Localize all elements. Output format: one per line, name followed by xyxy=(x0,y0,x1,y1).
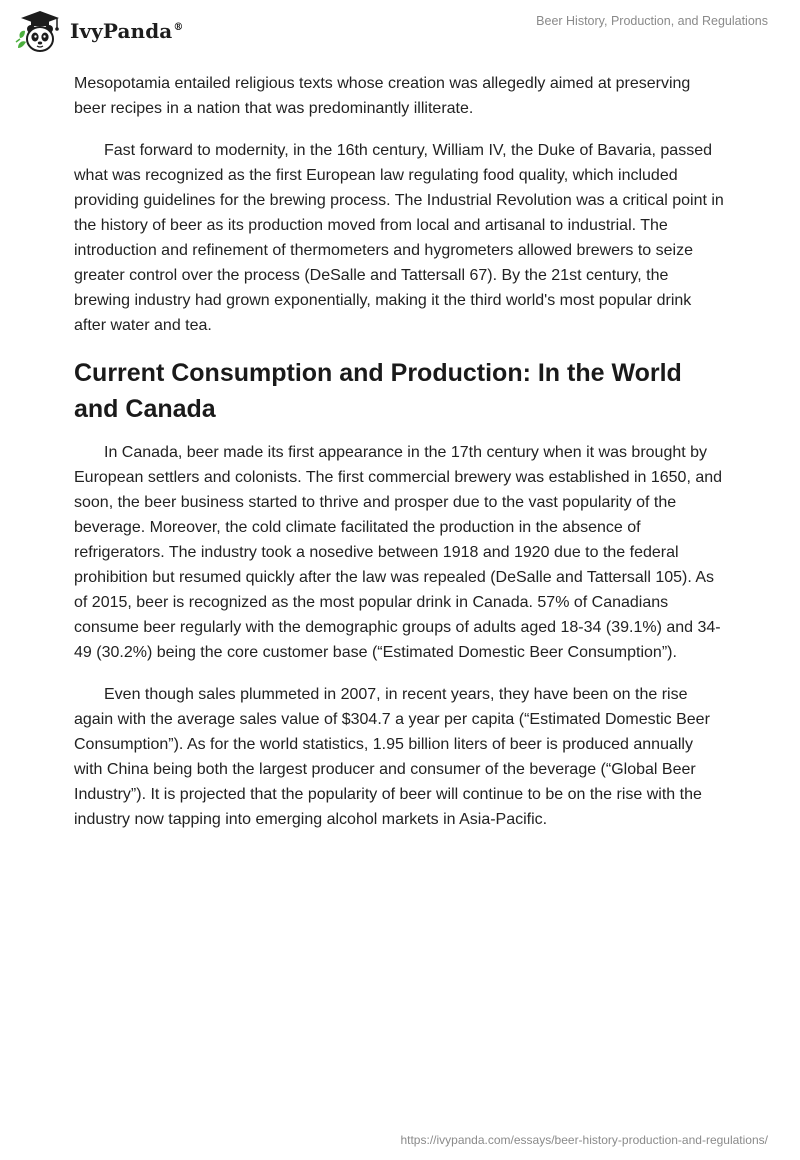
brand-name-text: IvyPanda xyxy=(70,19,173,43)
brand-name xyxy=(70,19,183,43)
section-heading: Current Consumption and Production: In the World and Canada xyxy=(74,359,682,423)
panda-graduation-cap-icon xyxy=(14,8,66,54)
paragraph-modernity: Fast forward to modernity, in the 16th century, William IV, the Duke of Bavaria, passed what was recognized as the first European law regulating food quality, which included providing guidelines for the brewing process. The Industrial Revolution was a critical point in the history of beer as its production moved from local and artisanal to industrial. The introduction and refinement of thermometers and hygrometers allowed brewers to seize greater control over the process (DeSalle and Tattersall 67). By the 21st century, the brewing industry had grown exponentially, making it the third world's most popular drink after water and tea. xyxy=(74,142,724,334)
paragraph-canada: In Canada, beer made its first appearance in the 17th century when it was brought by European settlers and colonists. The first commercial brewery was established in 1650, and soon, the beer business started to thrive and prosper due to the vast popularity of the beverage. Moreover, the cold climate facilitated the production in the absence of refrigerators. The industry took a nosedive between 1918 and 1920 due to the federal prohibition but resumed quickly after the law was repealed (DeSalle and Tattersall 105). As of 2015, beer is recognized as the most popular drink in Canada. 57% of Canadians consume beer regularly with the demographic groups of adults aged 18-34 (39.1%) and 34-49 (30.2%) being the core customer base (“Estimated Domestic Beer Consumption”). xyxy=(74,444,723,661)
source-url[interactable]: https://ivypanda.com/essays/beer-history-production-and-regulations/ xyxy=(400,1133,768,1147)
article-body xyxy=(74,71,724,849)
ivypanda-logo[interactable] xyxy=(14,8,183,54)
page-header xyxy=(0,0,800,60)
registered-mark: ® xyxy=(173,22,184,34)
paragraph-continued: Mesopotamia entailed religious texts whose creation was allegedly aimed at preserving beer recipes in a nation that was predominantly illiterate. xyxy=(74,75,691,117)
document-title: Beer History, Production, and Regulations xyxy=(536,14,768,28)
paragraph-sales: Even though sales plummeted in 2007, in recent years, they have been on the rise again with the average sales value of $304.7 a year per capita (“Estimated Domestic Beer Consumption”). As for the world statistics, 1.95 billion liters of beer is produced annually with China being both the largest producer and consumer of the beverage (“Global Beer Industry”). It is projected that the popularity of beer will continue to be on the rise with the industry now tapping into emerging alcohol markets in Asia-Pacific. xyxy=(74,686,710,828)
